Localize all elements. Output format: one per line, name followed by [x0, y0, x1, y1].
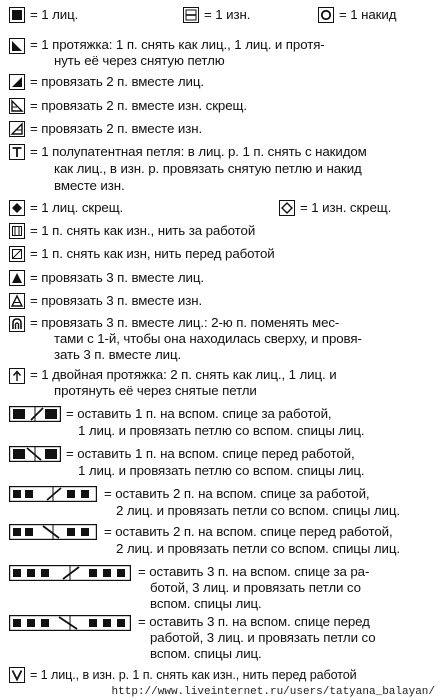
legend-row18-line2: ботой, 3 лиц. и провязать петли со	[150, 580, 361, 595]
legend-purl: = 1 изн.	[204, 7, 251, 22]
legend-purl-tbl: = 1 изн. скрещ.	[300, 200, 392, 215]
legend-row16-line1: = оставить 2 п. на вспом. спице за работой,	[104, 486, 370, 501]
p2tog-icon	[9, 121, 25, 137]
cable-3-3-left-icon	[9, 615, 131, 631]
legend-row2-line2: нуть её через снятую петлю	[54, 53, 225, 68]
p3tog-icon	[9, 293, 25, 309]
legend-row6-line3: вместе изн.	[54, 178, 125, 193]
slip-v-icon	[9, 667, 25, 683]
slip-wyib-icon	[9, 223, 25, 239]
legend-row12-line1: = провязать 3 п. вместе лиц.: 2-ю п. поменять мес-	[30, 315, 340, 330]
legend-row14-line2: 1 лиц. и провязать петлю со вспом. спицы лиц.	[78, 423, 365, 438]
legend-row17-line1: = оставить 2 п. на вспом. спице перед работой,	[104, 524, 393, 539]
k3tog-icon	[9, 270, 25, 286]
legend-row13-line2: протянуть её через снятые петли	[54, 383, 257, 398]
legend-row8: = 1 п. снять как изн., нить за работой	[30, 223, 256, 238]
yarn-over-icon	[318, 7, 334, 23]
cable-1-1-right-icon	[9, 406, 61, 422]
legend-row19-line3: вспом. спицы лиц.	[150, 646, 262, 661]
legend-row19-line1: = оставить 3 п. на вспом. спице перед	[138, 614, 370, 629]
legend-knit: = 1 лиц.	[30, 7, 79, 22]
k3tog-crossed-icon	[9, 316, 25, 332]
legend-row15-line1: = оставить 1 п. на вспом. спице перед работой,	[66, 446, 355, 461]
legend-row5: = провязать 2 п. вместе изн.	[30, 121, 203, 136]
slip-wyif-icon	[9, 246, 25, 262]
legend-row4: = провязать 2 п. вместе изн. скрещ.	[30, 98, 247, 113]
legend-row16-line2: 2 лиц. и провязать петли со вспом. спицы лиц.	[116, 503, 400, 518]
legend-row14-line1: = оставить 1 п. на вспом. спице за работой,	[66, 406, 332, 421]
legend-row20: = 1 лиц., в изн. р. 1 п. снять как изн., нить перед работой	[30, 668, 357, 682]
legend-row11: = провязать 3 п. вместе изн.	[30, 293, 203, 308]
p2tog-tbl-icon	[9, 98, 25, 114]
legend-knit-tbl: = 1 лиц. скрещ.	[30, 200, 124, 215]
legend-row17-line2: 2 лиц. и провязать петли со вспом. спицы лиц.	[116, 541, 400, 556]
legend-row2-line1: = 1 протяжка: 1 п. снять как лиц., 1 лиц. и протя-	[30, 37, 325, 52]
knit-tbl-icon	[9, 200, 25, 216]
double-decrease-icon	[9, 368, 25, 384]
legend-row6-line1: = 1 полупатентная петля: в лиц. р. 1 п. снять с накидом	[30, 144, 367, 159]
legend-row18-line3: вспом. спицы лиц.	[150, 596, 262, 611]
legend-row15-line2: 1 лиц. и провязать петлю со вспом. спицы лиц.	[78, 463, 365, 478]
legend-row18-line1: = оставить 3 п. на вспом. спице за ра-	[138, 564, 370, 579]
cable-2-2-left-icon	[9, 524, 97, 540]
cable-3-3-right-icon	[9, 565, 131, 581]
legend-yarn-over: = 1 накид	[339, 7, 397, 22]
knit-stitch-icon	[9, 7, 25, 23]
half-brioche-icon	[9, 144, 25, 160]
legend-row9: = 1 п. снять как изн, нить перед работой	[30, 246, 275, 261]
slip-knit-pass-icon	[9, 38, 25, 54]
legend-row3: = провязать 2 п. вместе лиц.	[30, 74, 204, 89]
watermark-url: http://www.liveinternet.ru/users/tatyana_balayan/	[111, 686, 435, 698]
legend-row6-line2: как лиц., в изн. р. провязать снятую петлю и накид	[54, 161, 362, 176]
legend-row12-line2: тами с 1-й, чтобы она находилась сверху, и провя-	[54, 331, 362, 346]
legend-row19-line2: работой, 3 лиц. и провязать петли со	[150, 630, 376, 645]
legend-row13-line1: = 1 двойная протяжка: 2 п. снять как лиц., 1 лиц. и	[30, 367, 337, 382]
purl-stitch-icon	[183, 7, 199, 23]
legend-row12-line3: зать 3 п. вместе лиц.	[54, 347, 182, 362]
cable-2-2-right-icon	[9, 486, 97, 502]
k2tog-icon	[9, 74, 25, 90]
cable-1-1-left-icon	[9, 446, 61, 462]
legend-row10: = провязать 3 п. вместе лиц.	[30, 270, 204, 285]
purl-tbl-icon	[279, 200, 295, 216]
